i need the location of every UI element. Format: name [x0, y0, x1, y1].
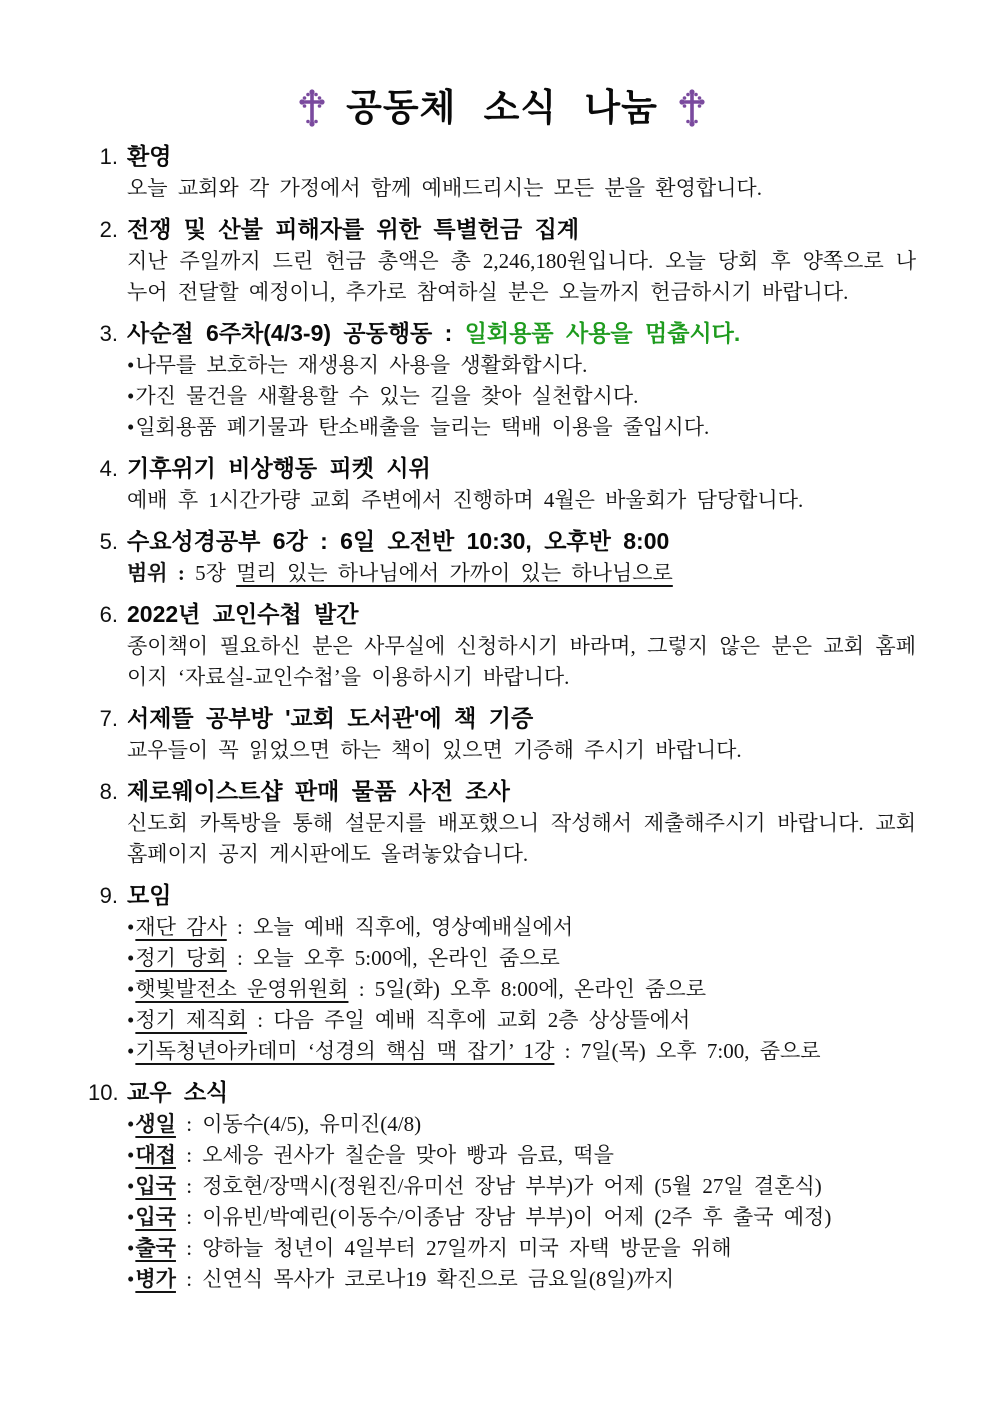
text-run: : 다음 주일 예배 직후에 교회 2층 상상뜰에서 — [247, 1008, 691, 1032]
text-run: 가진 물건을 새활용할 수 있는 길을 찾아 실천합시다. — [135, 384, 639, 408]
section-heading-row — [88, 879, 916, 912]
text-run: 입국 — [135, 1205, 176, 1229]
bullet-icon: • — [127, 946, 135, 970]
news-section — [88, 140, 916, 204]
news-section — [88, 775, 916, 870]
section-body — [127, 485, 916, 516]
text-run: 종이책이 필요하신 분은 사무실에 신청하시기 바라며, 그렇지 않은 분은 교회 홈페이지 ‘자료실-교인수첩’을 이용하시기 바랍니다. — [127, 634, 916, 689]
bullet-icon: • — [127, 384, 135, 408]
text-run: : 오늘 예배 직후에, 영상예배실에서 — [226, 915, 574, 939]
text-run: 생일 — [135, 1112, 176, 1136]
news-section — [88, 317, 916, 443]
bullet-icon: • — [127, 1267, 135, 1291]
text-run: 전쟁 및 산불 피해자를 위한 특별헌금 집계 — [127, 216, 580, 242]
section-number: 6. — [99, 602, 118, 627]
text-run: 재단 감사 — [135, 915, 227, 939]
section-number: 1. — [99, 144, 118, 169]
bullet-item — [127, 1202, 916, 1233]
section-number: 2. — [99, 217, 118, 242]
bullet-icon: • — [127, 1008, 135, 1032]
text-run: 수요성경공부 6강 : 6일 오전반 10:30, 오후반 8:00 — [127, 528, 670, 554]
section-heading-row — [88, 598, 916, 631]
section-heading-row — [88, 317, 916, 350]
paragraph — [127, 808, 916, 870]
bullet-item — [127, 974, 916, 1005]
text-run: 교우 소식 — [127, 1079, 229, 1105]
bullet-item — [127, 350, 916, 381]
bullet-item — [127, 1140, 916, 1171]
paragraph — [127, 631, 916, 693]
paragraph — [127, 173, 916, 204]
text-run: 햇빛발전소 운영위원회 — [135, 977, 349, 1001]
section-heading-row — [88, 213, 916, 246]
title-text: 공동체 소식 나눔 — [346, 87, 658, 128]
bullet-icon: • — [127, 353, 135, 377]
section-number: 7. — [99, 706, 118, 731]
text-run: : 이유빈/박예린(이동수/이종남 장남 부부)이 어제 (2주 후 출국 예정) — [175, 1205, 832, 1229]
paragraph — [127, 735, 916, 766]
bullet-icon: • — [127, 1039, 135, 1063]
section-body — [127, 912, 916, 1067]
section-number: 8. — [99, 779, 118, 804]
text-run: 나무를 보호하는 재생용지 사용을 생활화합시다. — [135, 353, 588, 377]
text-run: 정기 제직회 — [135, 1008, 248, 1032]
section-heading — [127, 1076, 228, 1108]
section-number: 3. — [99, 321, 118, 346]
text-run: 대접 — [135, 1143, 176, 1167]
news-section — [88, 213, 916, 308]
bullet-icon: • — [127, 977, 135, 1001]
section-body — [127, 631, 916, 693]
section-heading — [127, 775, 510, 807]
bullet-item — [127, 1036, 916, 1067]
section-body — [127, 246, 916, 308]
text-run: 일회용품 폐기물과 탄소배출을 늘리는 택배 이용을 줄입시다. — [135, 415, 710, 439]
section-heading — [127, 879, 171, 911]
text-run: 입국 — [135, 1174, 176, 1198]
text-run: 일회용품 사용을 멈춥시다. — [464, 320, 741, 346]
text-run: 범위 : — [127, 561, 196, 585]
section-body — [127, 735, 916, 766]
section-heading-row — [88, 702, 916, 735]
text-run: 5장 — [195, 561, 237, 585]
text-run: 2022년 교인수첩 발간 — [127, 601, 359, 627]
section-body — [127, 558, 916, 589]
news-section — [88, 879, 916, 1067]
text-run: 교우들이 꼭 읽었으면 하는 책이 있으면 기증해 주시기 바랍니다. — [127, 738, 742, 762]
section-number: 4. — [99, 456, 118, 481]
text-run: 병가 — [135, 1267, 176, 1291]
bullet-icon: • — [127, 1205, 135, 1229]
news-section — [88, 525, 916, 589]
text-run: 정기 당회 — [135, 946, 227, 970]
text-run: 기독청년아카데미 ‘성경의 핵심 맥 잡기’ 1강 — [135, 1039, 555, 1063]
text-run: : 오늘 오후 5:00에, 온라인 줌으로 — [226, 946, 560, 970]
paragraph — [127, 485, 916, 516]
bullet-item — [127, 1109, 916, 1140]
bullet-icon: • — [127, 1112, 135, 1136]
section-heading-row — [88, 140, 916, 173]
text-run: 멀리 있는 하나님에서 가까이 있는 하나님으로 — [236, 561, 673, 585]
section-body — [127, 808, 916, 870]
text-run: 사순절 6주차(4/3-9) 공동행동 : — [127, 320, 465, 346]
text-run: 모임 — [127, 882, 172, 908]
section-heading — [127, 317, 740, 349]
bullet-icon: • — [127, 415, 135, 439]
news-section — [88, 452, 916, 516]
text-run: 오늘 교회와 각 가정에서 함께 예배드리시는 모든 분을 환영합니다. — [127, 176, 762, 200]
text-run: : 이동수(4/5), 유미진(4/8) — [175, 1112, 422, 1136]
text-run: : 양하늘 청년이 4일부터 27일까지 미국 자택 방문을 위해 — [175, 1236, 732, 1260]
page-title — [88, 86, 916, 130]
news-section — [88, 598, 916, 693]
text-run: 서제뜰 공부방 '교회 도서관'에 책 기증 — [127, 705, 534, 731]
sections — [88, 140, 916, 1295]
bullet-item — [127, 912, 916, 943]
bullet-icon: • — [127, 915, 135, 939]
text-run: 출국 — [135, 1236, 176, 1260]
section-heading-row — [88, 1076, 916, 1109]
section-heading — [127, 702, 533, 734]
text-run: 기후위기 비상행동 피켓 시위 — [127, 455, 431, 481]
section-body — [127, 350, 916, 443]
text-run: : 정호현/장맥시(정원진/유미선 장남 부부)가 어제 (5월 27일 결혼식) — [175, 1174, 822, 1198]
section-body — [127, 173, 916, 204]
section-heading — [127, 598, 358, 630]
section-heading-row — [88, 775, 916, 808]
section-number: 9. — [99, 883, 118, 908]
section-heading — [127, 213, 579, 245]
text-run: 예배 후 1시간가량 교회 주변에서 진행하며 4월은 바울회가 담당합니다. — [127, 488, 804, 512]
section-body — [127, 1109, 916, 1295]
bullet-item — [127, 412, 916, 443]
paragraph — [127, 246, 916, 308]
bullet-icon: • — [127, 1236, 135, 1260]
text-run: : 신연식 목사가 코로나19 확진으로 금요일(8일)까지 — [175, 1267, 675, 1291]
news-section — [88, 702, 916, 766]
paragraph — [127, 558, 916, 589]
text-run: 환영 — [127, 143, 172, 169]
bullet-item — [127, 1233, 916, 1264]
text-run: 신도회 카톡방을 통해 설문지를 배포했으니 작성해서 제출해주시기 바랍니다. 교회 홈페이지 공지 게시판에도 올려놓았습니다. — [127, 811, 916, 866]
bullet-icon: • — [127, 1143, 135, 1167]
text-run: : 7일(목) 오후 7:00, 줌으로 — [554, 1039, 821, 1063]
section-heading-row — [88, 525, 916, 558]
bullet-icon: • — [127, 1174, 135, 1198]
budded-cross-icon — [298, 88, 326, 128]
text-run: 지난 주일까지 드린 헌금 총액은 총 2,246,180원입니다. 오늘 당회 후 양쪽으로 나누어 전달할 예정이니, 추가로 참여하실 분은 오늘까지 헌금하시기 바랍니다. — [127, 249, 916, 304]
bullet-item — [127, 381, 916, 412]
bullet-item — [127, 943, 916, 974]
section-heading — [127, 140, 171, 172]
section-number: 10. — [88, 1080, 119, 1105]
section-heading — [127, 452, 431, 484]
bullet-item — [127, 1264, 916, 1295]
budded-cross-icon — [678, 88, 706, 128]
section-number: 5. — [99, 529, 118, 554]
section-heading-row — [88, 452, 916, 485]
text-run: : 5일(화) 오후 8:00에, 온라인 줌으로 — [348, 977, 707, 1001]
text-run: : 오세응 권사가 칠순을 맞아 빵과 음료, 떡을 — [175, 1143, 614, 1167]
bullet-item — [127, 1171, 916, 1202]
text-run: 제로웨이스트샵 판매 물품 사전 조사 — [127, 778, 510, 804]
bullet-item — [127, 1005, 916, 1036]
news-section — [88, 1076, 916, 1295]
section-heading — [127, 525, 669, 557]
